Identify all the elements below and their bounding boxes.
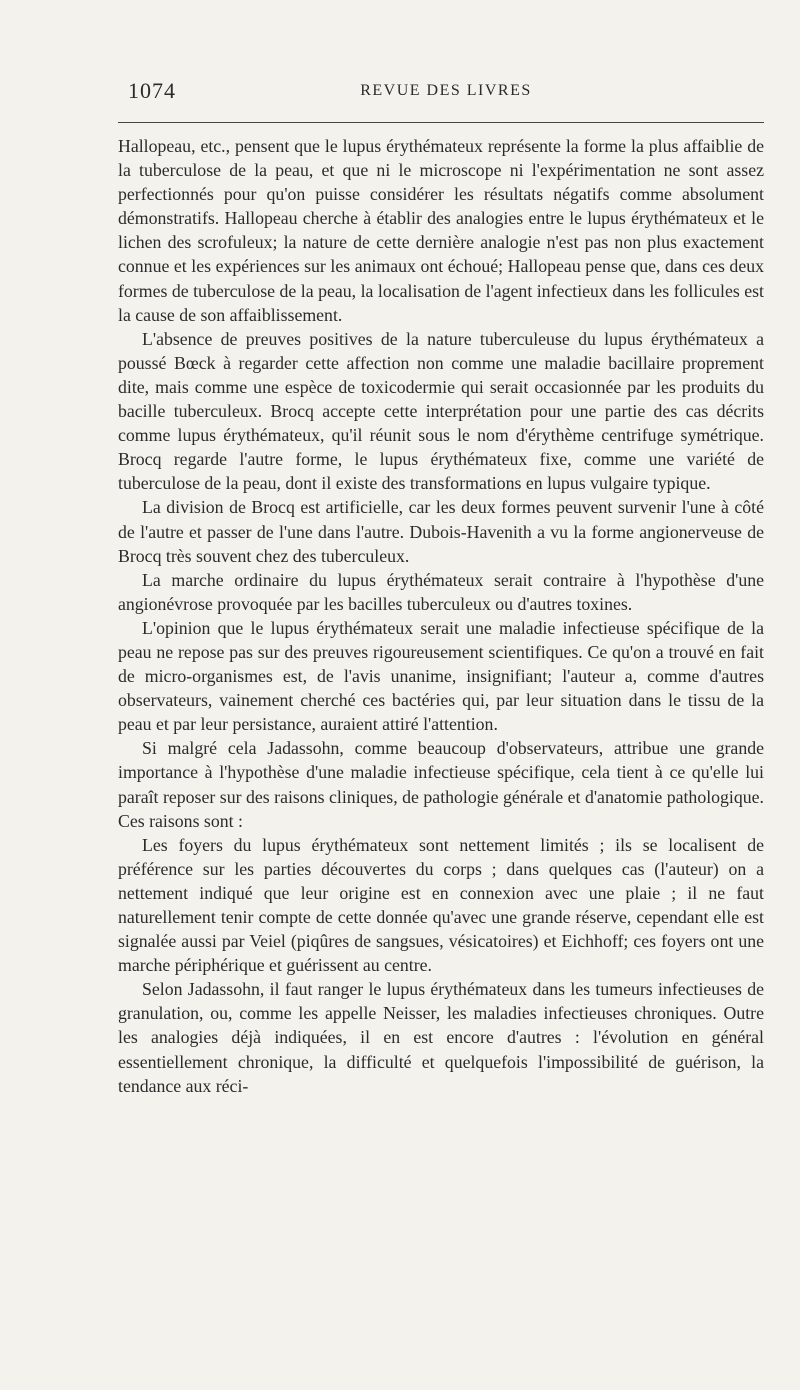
page-header	[128, 78, 764, 108]
paragraph-6: Si malgré cela Jadassohn, comme beaucoup d'observateurs, attribue une grande importance à l'hypothèse d'une maladie infectieuse spécifique, cela tient à ce qu'elle lui paraît reposer sur des raisons cliniques, de pathologie générale et d'anatomie pathologique. Ces raisons sont :	[118, 738, 764, 831]
header-rule	[118, 122, 764, 123]
article-body	[118, 134, 764, 1098]
page-number: 1074	[128, 78, 176, 103]
running-title: REVUE DES LIVRES	[360, 82, 532, 99]
paragraph-1: Hallopeau, etc., pensent que le lupus érythémateux représente la forme la plus affaiblie de la tuberculose de la peau, et que ni le microscope ni l'expérimentation ne sont assez perfectionnés pour qu'on puisse considérer les résultats négatifs comme absolument démonstratifs. Hallopeau cherche à établir des analogies entre le lupus érythémateux et le lichen des scrofuleux; la nature de cette dernière analogie n'est pas non plus exactement connue et les expériences sur les animaux ont échoué; Hallopeau pense que, dans ces deux formes de tuberculose de la peau, la localisation de l'agent infectieux dans les follicules est la cause de son affaiblissement.	[118, 136, 764, 325]
paragraph-5: L'opinion que le lupus érythémateux serait une maladie infectieuse spécifique de la peau ne repose pas sur des preuves rigoureusement scientifiques. Ce qu'on a trouvé en fait de micro-organismes est, de l'avis unanime, insignifiant; l'auteur a, comme d'autres observateurs, vainement cherché ces bactéries qui, par leur situation dans le tissu de la peau et par leur persistance, auraient attiré l'attention.	[118, 617, 764, 735]
paragraph-7: Les foyers du lupus érythémateux sont nettement limités ; ils se localisent de préférence sur les parties découvertes du corps ; dans quelques cas (l'auteur) on a nettement indiqué que leur origine est en connexion avec une plaie ; il ne faut naturellement tenir compte de cette donnée qu'avec une grande réserve, cependant elle est signalée aussi par Veiel (piqûres de sangsues, vésicatoires) et Eichhoff; ces foyers ont une marche périphérique et guérissent au centre.	[118, 834, 764, 976]
paragraph-2: L'absence de preuves positives de la nature tuberculeuse du lupus érythémateux a poussé Bœck à regarder cette affection non comme une maladie bacillaire proprement dite, mais comme une espèce de toxicodermie qui serait occasionnée par les produits du bacille tuberculeux. Brocq accepte cette interprétation pour une partie des cas décrits comme lupus érythémateux, qu'il réunit sous le nom d'érythème centrifuge symétrique. Brocq regarde l'autre forme, le lupus érythémateux fixe, comme une variété de tuberculose de la peau, dont il existe des transformations en lupus vulgaire typique.	[118, 328, 764, 494]
paragraph-3: La division de Brocq est artificielle, car les deux formes peuvent survenir l'une à côté de l'autre et passer de l'une dans l'autre. Dubois-Havenith a vu la forme angionerveuse de Brocq très souvent chez des tuberculeux.	[118, 497, 764, 566]
paragraph-8: Selon Jadassohn, il faut ranger le lupus érythémateux dans les tumeurs infectieuses de granulation, ou, comme les appelle Neisser, les maladies infectieuses chroniques. Outre les analogies déjà indiquées, il en est encore d'autres : l'évolution en général essentiellement chronique, la difficulté et quelquefois l'impossibilité de guérison, la tendance aux réci-	[118, 979, 764, 1096]
paragraph-4: La marche ordinaire du lupus érythémateux serait contraire à l'hypothèse d'une angionévrose provoquée par les bacilles tuberculeux ou d'autres toxines.	[118, 569, 764, 614]
